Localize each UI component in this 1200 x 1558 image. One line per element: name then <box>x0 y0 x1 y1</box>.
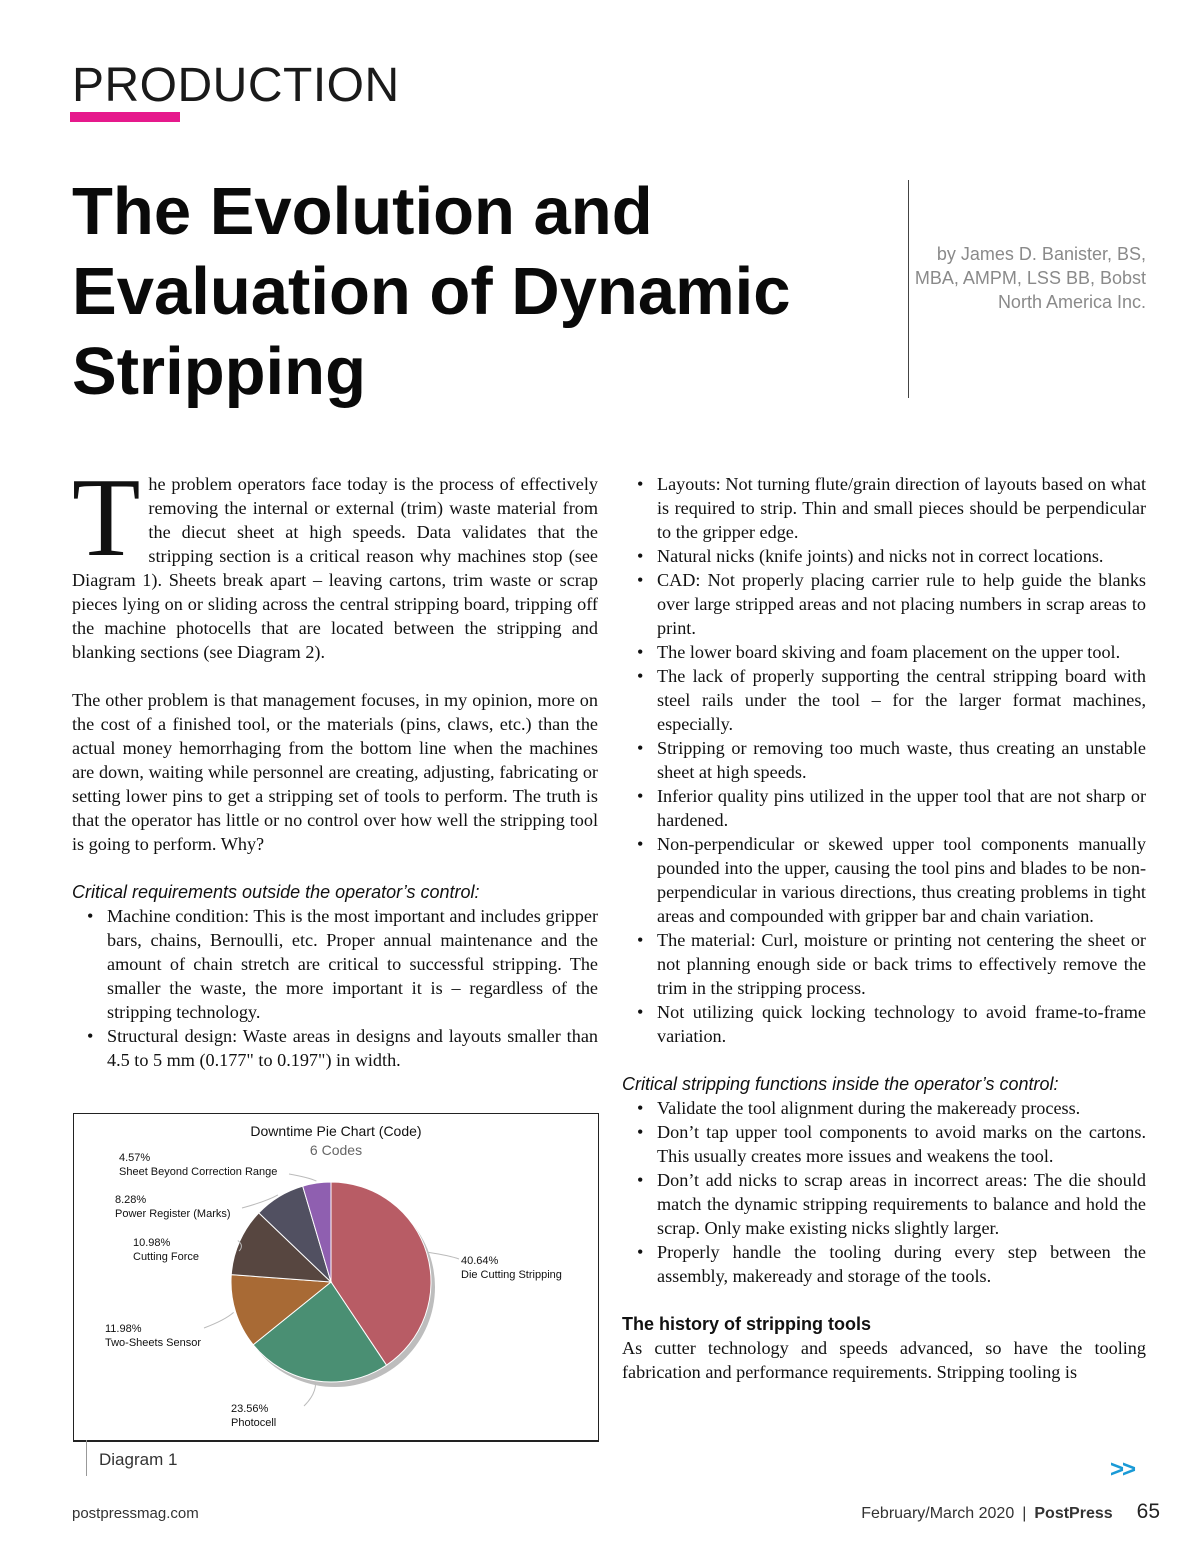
chart-subtitle: 6 Codes <box>309 1142 363 1158</box>
chart-title: Downtime Pie Chart (Code) <box>250 1123 422 1139</box>
list-item: • The material: Curl, moisture or printing not centering the sheet or not planning enough side or back trims to effectively remove the trim in the stripping process. <box>622 928 1146 1000</box>
continue-arrows[interactable]: >> <box>1110 1456 1135 1483</box>
caption-rule <box>86 1440 87 1476</box>
intro-paragraph: he problem operators face today is the process of effectively removing the internal or external (trim) waste material from the diecut sheet at high speeds. Data validates that the stripping section is a critical reason why machines stop (see Diagram 1). Sheets break apart – leaving cartons, trim waste or scrap pieces lying on or sliding across the central stripping board, tripping off the machine photocells that are located between the stripping and blanking sections (see Diagram 2). <box>72 474 598 662</box>
pie-value-label: 40.64% <box>461 1255 499 1267</box>
pie-value-label: 8.28% <box>115 1194 147 1206</box>
footer-website: postpressmag.com <box>72 1505 199 1522</box>
list-item: • Not utilizing quick locking technology to avoid frame-to-frame variation. <box>622 1000 1146 1048</box>
bullet-list-outside-control-cont <box>622 472 1146 1048</box>
pie-value-label: 10.98% <box>133 1237 171 1249</box>
list-item: • Properly handle the tooling during every step between the assembly, makeready and storage of the tools. <box>622 1240 1146 1288</box>
list-item: • Non-perpendicular or skewed upper tool components manually pounded into the upper, causing the tool pins and blades to be non-perpendicular in various directions, thus creating problems in tight areas and compounded with gripper bar and chain variation. <box>622 832 1146 928</box>
pie-chart-svg <box>74 1114 598 1440</box>
pie-category-label: Die Cutting Stripping <box>461 1269 562 1281</box>
right-column <box>622 472 1146 1384</box>
body-paragraph: The other problem is that management focuses, in my opinion, more on the cost of a finished tool, or the materials (pins, claws, etc.) than the actual money hemorrhaging from the bottom line when the machines are down, waiting while personnel are creating, adjusting, fabricating or setting lower pins to get a stripping set of tools to perform. The truth is that the operator has little or no control over how well the stripping tool is going to perform. Why? <box>72 690 598 854</box>
left-column <box>72 456 598 1072</box>
pie-leader-line <box>304 1383 316 1406</box>
history-paragraph: As cutter technology and speeds advanced, so have the tooling fabrication and performance requirements. Stripping tooling is <box>622 1338 1146 1382</box>
pie-leader-line <box>204 1312 234 1328</box>
pie-category-label: Photocell <box>231 1417 277 1429</box>
subhead-inside-control: Critical stripping functions inside the operator’s control: <box>622 1074 1059 1094</box>
pie-category-label: Sheet Beyond Correction Range <box>119 1166 278 1178</box>
list-item: • CAD: Not properly placing carrier rule to help guide the blanks over large stripped areas and not placing numbers in scrap areas to print. <box>622 568 1146 640</box>
bullet-list-inside-control <box>622 1096 1146 1288</box>
footer-brand: PostPress <box>1034 1505 1113 1522</box>
pie-category-label: Two-Sheets Sensor <box>105 1337 201 1349</box>
list-item: • The lack of properly supporting the central stripping board with steel rails under the tool – for the larger format machines, especially. <box>622 664 1146 736</box>
list-item: • Inferior quality pins utilized in the upper tool that are not sharp or hardened. <box>622 784 1146 832</box>
list-item: • Don’t tap upper tool components to avoid marks on the cartons. This usually creates more issues and weakens the tool. <box>622 1120 1146 1168</box>
diagram-caption: Diagram 1 <box>99 1450 178 1469</box>
list-item: • Machine condition: This is the most important and includes gripper bars, chains, Bernoulli, etc. Proper annual maintenance and the amount of chain stretch are critical to successful stripping. The smaller the waste, the more important it is – regardless of the stripping technology. <box>72 904 598 1024</box>
footer-separator: | <box>1022 1505 1027 1522</box>
subhead-history: The history of stripping tools <box>622 1314 871 1334</box>
pie-leader-line <box>289 1174 316 1181</box>
pie-category-label: Power Register (Marks) <box>115 1208 231 1220</box>
list-item: • Don’t add nicks to scrap areas in incorrect areas: The die should match the dynamic stripping requirements to balance and hold the scrap. Only make existing nicks slightly larger. <box>622 1168 1146 1240</box>
article-title: The Evolution and Evaluation of Dynamic Stripping <box>72 174 791 409</box>
pie-value-label: 23.56% <box>231 1403 269 1415</box>
footer-folio <box>861 1500 1160 1524</box>
bullet-list-outside-control <box>72 904 598 1072</box>
pie-value-label: 11.98% <box>105 1323 142 1335</box>
list-item: • The lower board skiving and foam placement on the upper tool. <box>622 640 1146 664</box>
list-item: • Stripping or removing too much waste, thus creating an unstable sheet at high speeds. <box>622 736 1146 784</box>
pie-value-label: 4.57% <box>119 1152 151 1164</box>
list-item: • Validate the tool alignment during the makeready process. <box>622 1096 1146 1120</box>
downtime-pie-chart <box>73 1113 599 1442</box>
page-number: 65 <box>1136 1500 1160 1523</box>
list-item: • Structural design: Waste areas in designs and layouts smaller than 4.5 to 5 mm (0.177" to 0.197") in width. <box>72 1024 598 1072</box>
section-label: PRODUCTION <box>72 59 400 112</box>
author-byline: by James D. Banister, BS, MBA, AMPM, LSS BB, Bobst North America Inc. <box>914 244 1146 312</box>
list-item: • Natural nicks (knife joints) and nicks not in correct locations. <box>622 544 1146 568</box>
drop-cap: T <box>72 456 141 580</box>
footer-issue: February/March 2020 <box>861 1505 1015 1522</box>
subhead-outside-control: Critical requirements outside the operator’s control: <box>72 882 480 902</box>
pie-category-label: Cutting Force <box>133 1251 200 1263</box>
list-item: • Layouts: Not turning flute/grain direction of layouts based on what is required to strip. Thin and small pieces should be perpendicular to the gripper edge. <box>622 472 1146 544</box>
section-accent-bar <box>70 112 180 122</box>
pie-leader-line <box>429 1252 459 1259</box>
